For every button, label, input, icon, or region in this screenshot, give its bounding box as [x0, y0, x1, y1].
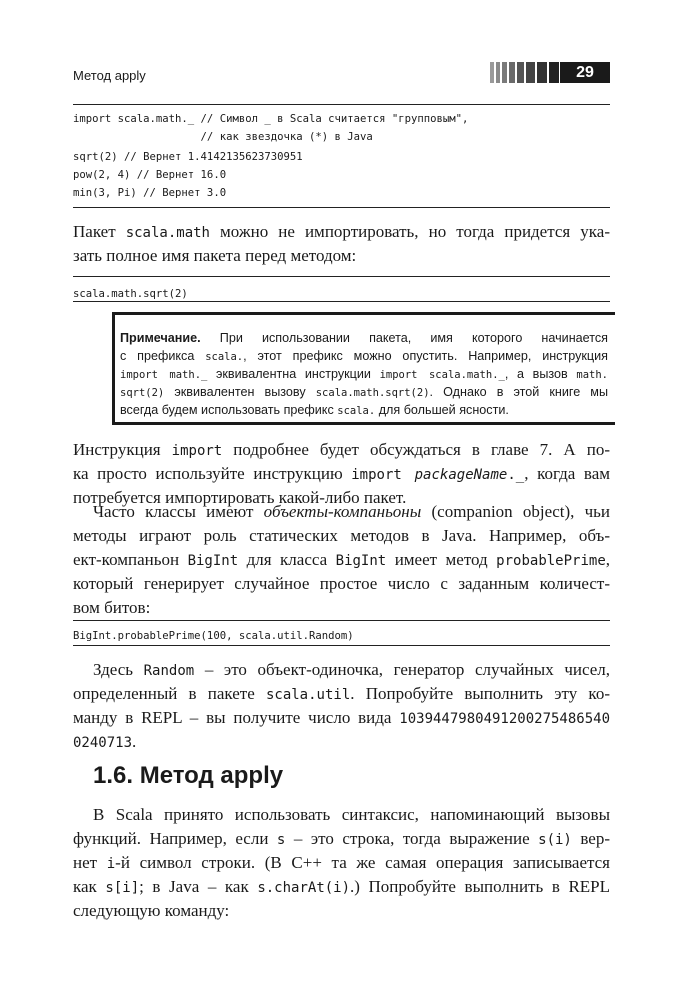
header-stripes-decoration	[490, 62, 559, 83]
code-line: min(3, Pi) // Вернет 3.0	[73, 187, 227, 199]
code-line: scala.math.sqrt(2)	[73, 288, 188, 300]
paragraph: В Scala принято использовать синтаксис, напоминающий вызовы функций. Например, если s – это строка, тогда выражение s(i) вер- нет i-й символ строки. (В C++ та же самая операция записывается как s[i]; в Java – как s.charAt(i).) Попробуйте выполнить в REPL следующую команду:	[73, 805, 610, 920]
note-text: Примечание. При использовании пакета, имя которого начинается с префикса scala., этот префикс можно опустить. Например, инструкция import math._ эквивалентна инструкции import scala.math._, а вызов math. sqrt(2) эквивалентен вызову scala.math.sqrt(2). Однако в этой книге мы всегда будем использовать префикс scala. для большей ясности.	[120, 331, 608, 417]
code-block-bottom-rule	[73, 207, 610, 208]
code-block-top-rule	[73, 620, 610, 621]
page-number: 29	[560, 62, 610, 83]
code-block-bottom-rule	[73, 301, 610, 302]
section-heading: 1.6. Метод apply	[93, 762, 284, 789]
code-line: BigInt.probablePrime(100, scala.util.Random)	[73, 630, 354, 642]
code-line: // как звездочка (*) в Java	[73, 131, 373, 143]
code-line: import scala.math._ // Символ _ в Scala считается "групповым",	[73, 113, 469, 125]
code-block-top-rule	[73, 104, 610, 105]
code-line: pow(2, 4) // Вернет 16.0	[73, 169, 227, 181]
paragraph: Здесь Random – это объект-одиночка, генератор случайных чисел, определенный в пакете scala.util. Попробуйте выполнить эту ко- манду в REPL – вы получите число вида 1039447980491200275486540 0240713.	[73, 660, 610, 751]
code-line: sqrt(2) // Вернет 1.4142135623730951	[73, 151, 303, 163]
paragraph: Инструкция import подробнее будет обсуждаться в главе 7. А по- ка просто используйте инструкцию import packageName._, когда вам потребуется импортировать какой-либо пакет.	[73, 440, 610, 507]
code-block-top-rule	[73, 276, 610, 277]
code-block-bottom-rule	[73, 645, 610, 646]
paragraph: Часто классы имеют объекты-компаньоны (companion object), чьи методы играют роль статических методов в Java. Например, объ- ект-компаньон BigInt для класса BigInt имеет метод probablePrime, который генерирует случайное простое число с заданным количест- вом битов:	[73, 502, 610, 617]
paragraph: Пакет scala.math можно не импортировать, но тогда придется ука- зать полное имя пакета перед методом:	[73, 222, 610, 265]
running-title: Метод apply	[73, 68, 146, 83]
